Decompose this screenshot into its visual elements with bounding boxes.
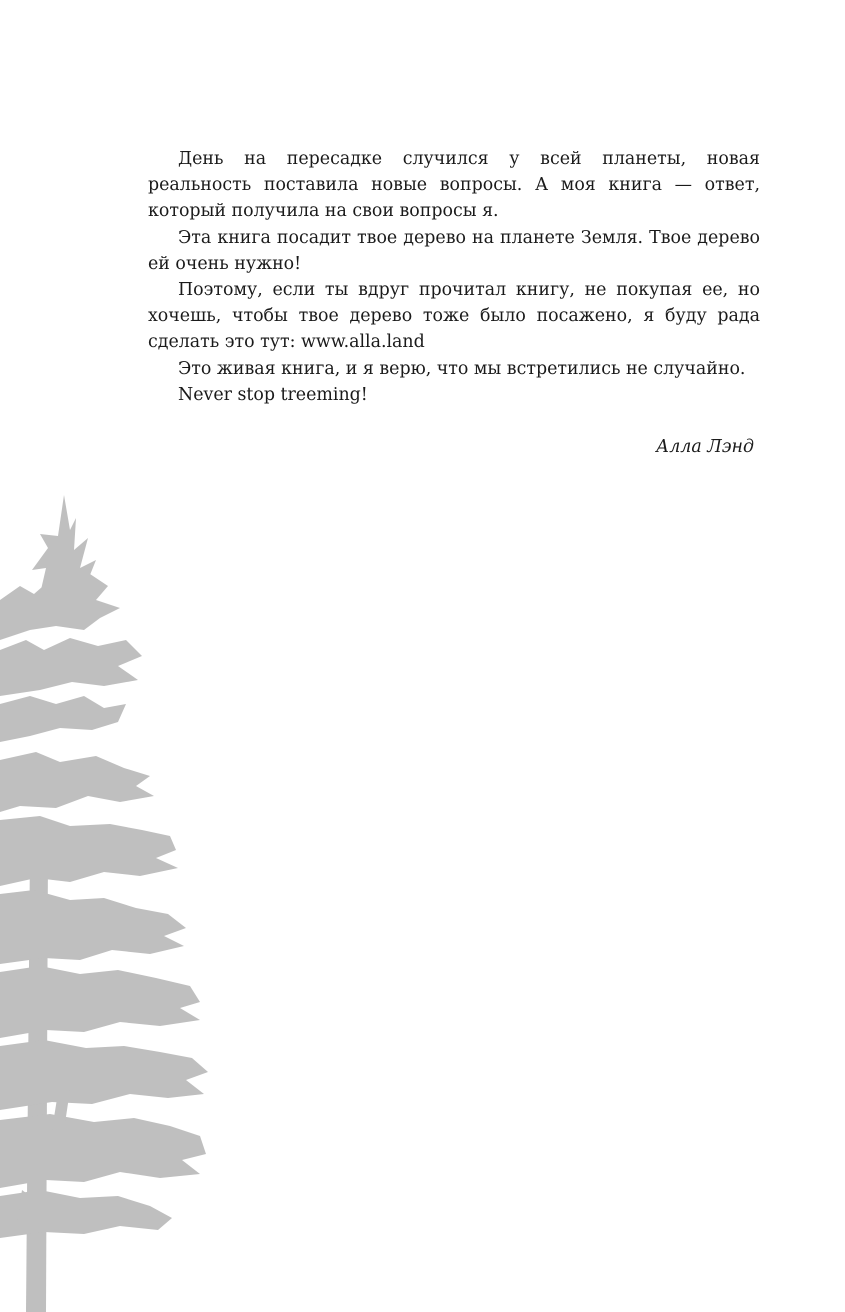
paragraph-2: Эта книга посадит твое дерево на планете Земля. Твое дерево ей очень нужно!	[148, 227, 760, 274]
spruce-tree-icon	[0, 490, 220, 1312]
author-signature: Алла Лэнд	[656, 437, 754, 457]
paragraph-5: Never stop treeming!	[178, 384, 368, 405]
paragraph-4: Это живая книга, и я верю, что мы встретились не случайно.	[178, 358, 746, 379]
body-text	[148, 146, 760, 408]
paragraph-3: Поэтому, если ты вдруг прочитал книгу, не покупая ее, но хочешь, чтобы твое дерево тоже было посажено, я буду рада сделать это тут: www.alla.land	[148, 280, 760, 353]
paragraph-1: День на пересадке случился у всей планеты, новая реальность поставила новые вопросы. А моя книга — ответ, который получила на свои вопросы я.	[148, 149, 760, 222]
